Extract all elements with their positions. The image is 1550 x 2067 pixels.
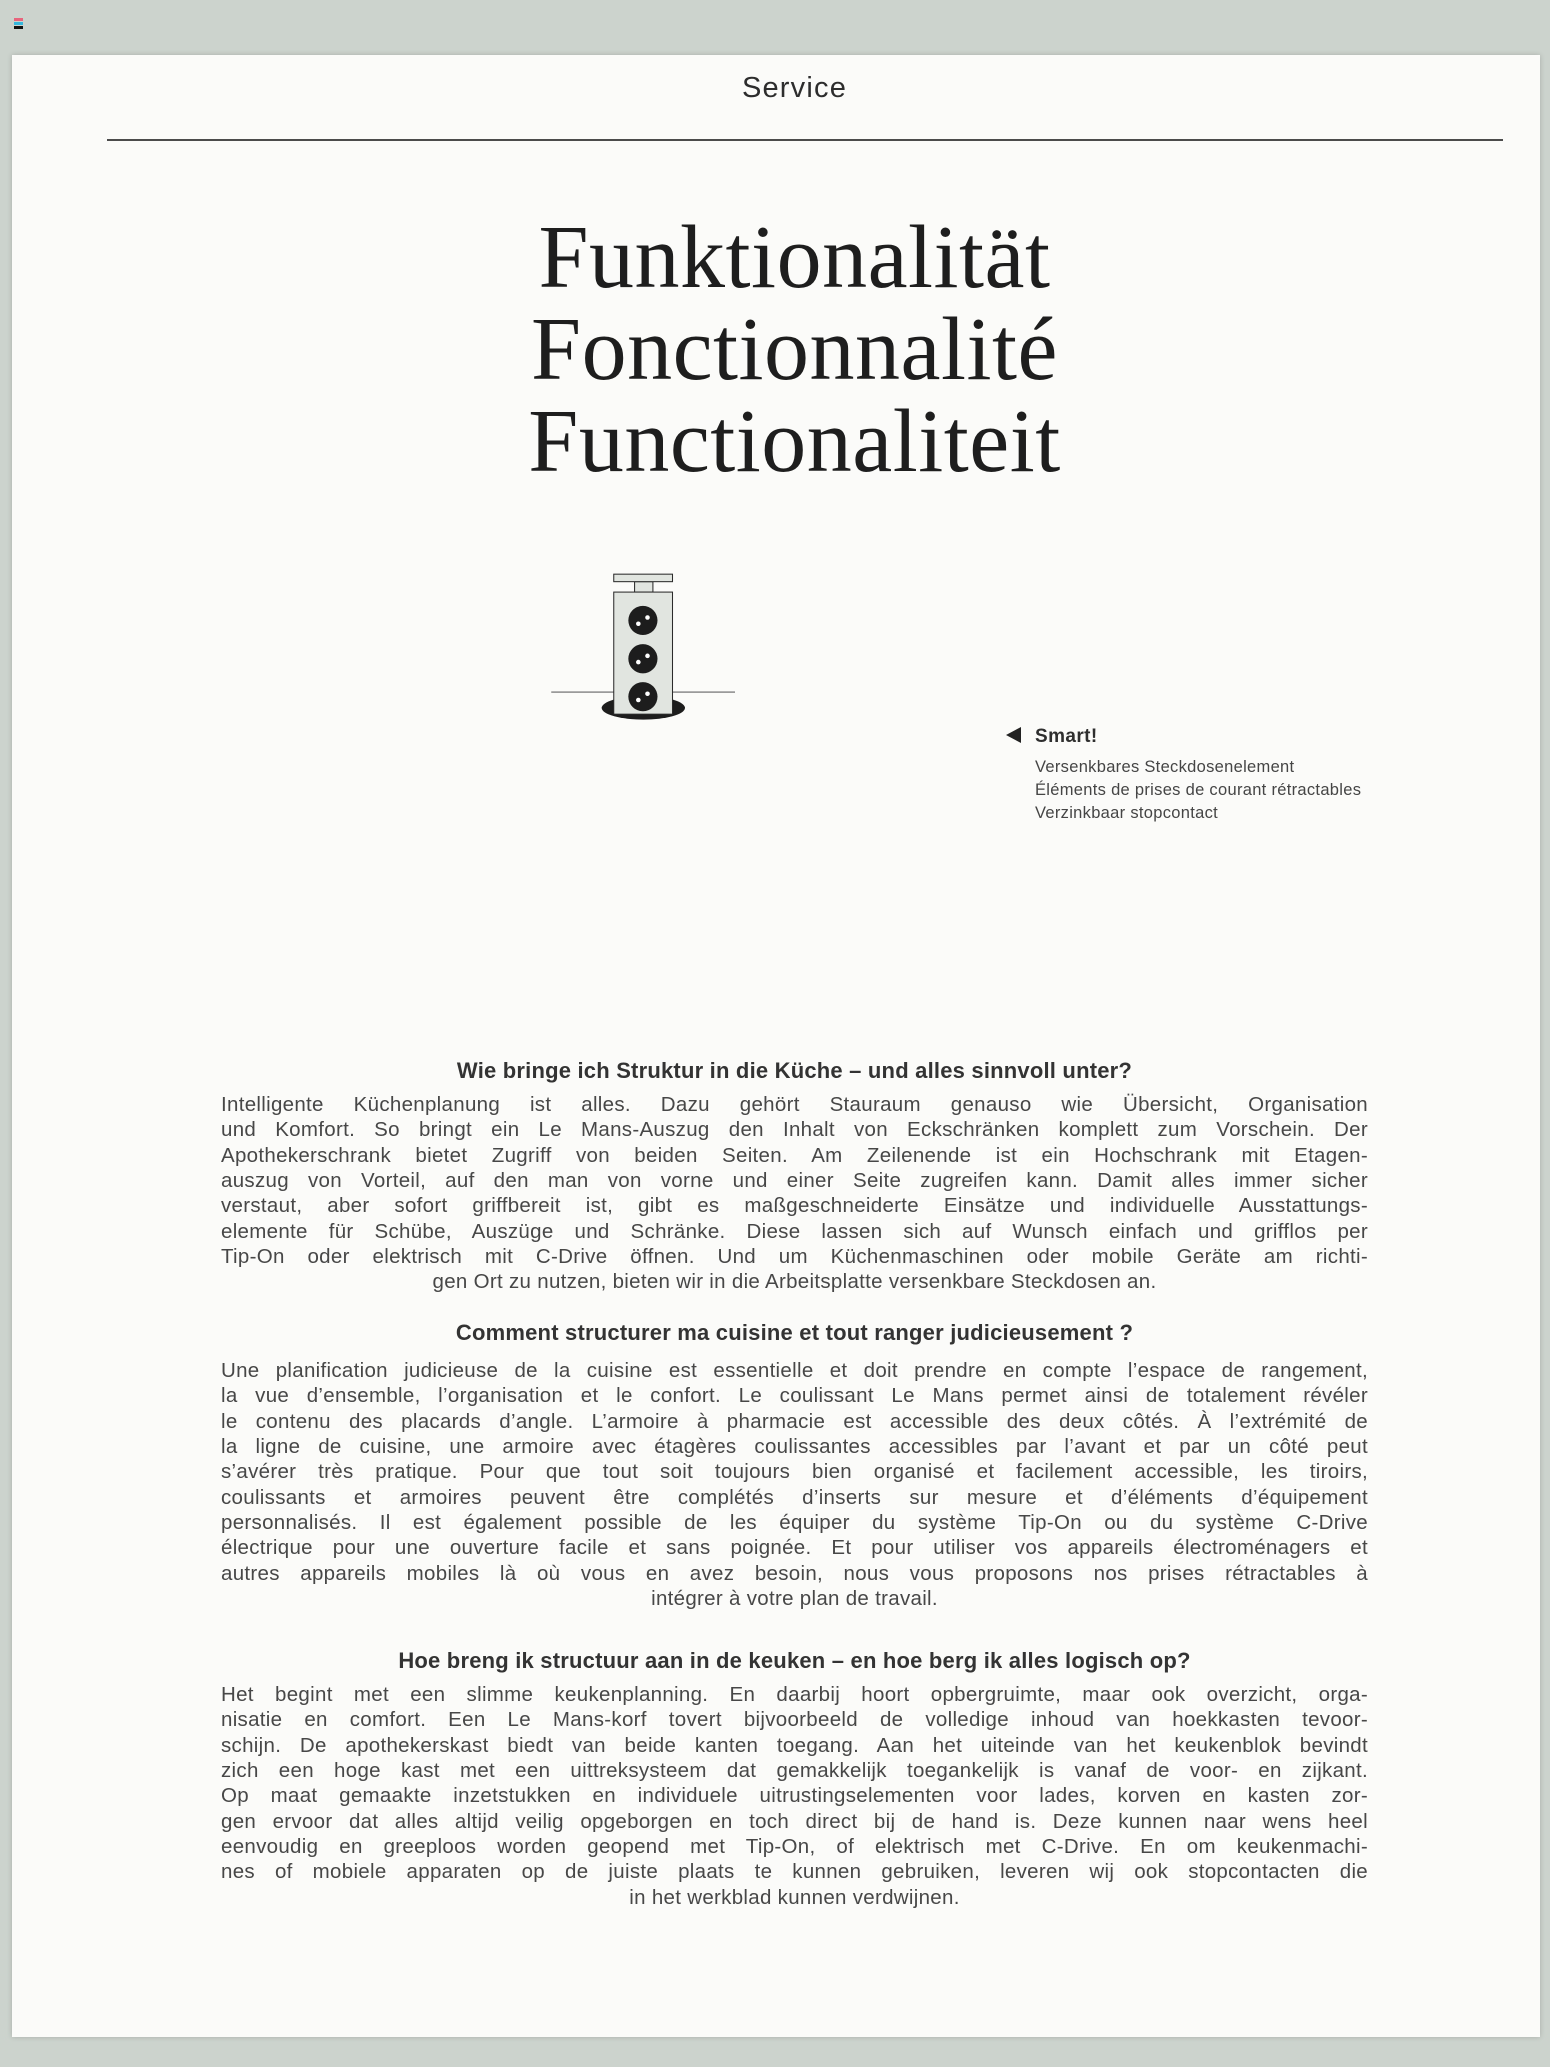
paragraph-line: Intelligente Küchenplanung ist alles. Dazu gehört Stauraum genauso wie Übersicht, Organisation	[221, 1093, 1368, 1116]
registration-bar-pink	[14, 18, 23, 21]
paragraph-line: autres appareils mobiles là où vous en avez besoin, nous vous proposons nos prises rétractables à	[221, 1561, 1368, 1585]
paragraph-line: Une planification judicieuse de la cuisine est essentielle et doit prendre en compte l’espace de rangement,	[221, 1359, 1368, 1382]
paragraph-line: und Komfort. So bringt ein Le Mans-Auszug den Inhalt von Eckschränken komplett zum Vorschein. Der	[221, 1118, 1368, 1142]
page-header-label: Service	[741, 72, 848, 104]
paragraph-line: verstaut, aber sofort griffbereit ist, gibt es maßgeschneiderte Einsätze und individuelle Ausstattungs-	[221, 1194, 1368, 1218]
paragraph-line: gen Ort zu nutzen, bieten wir in die Arbeitsplatte versenkbare Steckdosen an.	[432, 1270, 1157, 1294]
paragraph-line: Het begint met een slimme keukenplanning. En daarbij hoort opbergruimte, maar ook overzicht, orga-	[221, 1683, 1368, 1706]
section-heading-german: Wie bringe ich Struktur in die Küche – und alles sinnvoll unter?	[456, 1058, 1133, 1083]
caption-line-nl: Verzinkbaar stopcontact	[1035, 804, 1219, 822]
caption-line-de: Versenkbares Steckdosenelement	[1035, 758, 1295, 776]
paragraph-line: schijn. De apothekerskast biedt van beide kanten toegang. Aan het uiteinde van het keukenblok bevindt	[221, 1733, 1368, 1757]
paragraph-line: Tip-On oder elektrisch mit C-Drive öffnen. Und um Küchenmaschinen oder mobile Geräte am richti-	[221, 1244, 1368, 1268]
paragraph-line: intégrer à votre plan de travail.	[651, 1586, 938, 1610]
paragraph-line: elemente für Schübe, Auszüge und Schränke. Diese lassen sich auf Wunsch einfach und grifflos per	[221, 1219, 1368, 1243]
section-paragraph-dutch	[221, 1682, 1368, 1910]
retractable-socket-illustration	[540, 560, 1040, 960]
paragraph-line: coulissants et armoires peuvent être complétés d’inserts sur mesure et d’éléments d’équipement	[221, 1485, 1368, 1509]
registration-mark	[14, 18, 23, 30]
left-triangle-icon	[1006, 727, 1021, 743]
socket-outlet-middle	[628, 644, 657, 673]
socket-outlet-top	[628, 606, 657, 635]
section-paragraph-french	[221, 1358, 1368, 1611]
paragraph-line: personnalisés. Il est également possible de les équiper du système Tip-On ou du système C-Drive	[221, 1510, 1368, 1534]
section-heading-dutch: Hoe breng ik structuur aan in de keuken – en hoe berg ik alles logisch op?	[398, 1648, 1191, 1673]
paragraph-line: Apothekerschrank bietet Zugriff von beiden Seiten. Am Zeilenende ist ein Hochschrank mit Etagen-	[221, 1143, 1368, 1167]
paragraph-line: auszug von Vorteil, auf den man von vorne und einer Seite zugreifen kann. Damit alles immer sicher	[221, 1168, 1368, 1192]
paragraph-line: s’avérer très pratique. Pour que tout soit toujours bien organisé et facilement accessible, les tiroirs,	[221, 1460, 1368, 1484]
paragraph-line: Op maat gemaakte inzetstukken en individuele uitrustingselementen voor lades, korven en kasten zor-	[221, 1784, 1368, 1808]
paragraph-line: gen ervoor dat alles altijd veilig opgeborgen en toch direct bij de hand is. Deze kunnen naar wens heel	[221, 1809, 1368, 1833]
paragraph-line: zich een hoge kast met een uittreksysteem dat gemakkelijk toegankelijk is vanaf de voor- en zijkant.	[221, 1758, 1368, 1782]
page-title-line-de: Funktionalität	[538, 208, 1051, 307]
paragraph-line: eenvoudig en greeploos worden geopend met Tip-On, of elektrisch met C-Drive. En om keukenmachi-	[221, 1834, 1368, 1858]
socket-tower-cap	[614, 574, 673, 582]
registration-bar-black	[14, 26, 23, 29]
paragraph-line: électrique pour une ouverture facile et sans poignée. Et pour utiliser vos appareils électroménagers et	[221, 1536, 1368, 1560]
page-title-line-fr: Fonctionnalité	[531, 300, 1058, 399]
paragraph-line: nisatie en comfort. Een Le Mans-korf tovert bijvoorbeeld de volledige inhoud van hoekkasten tevoor-	[221, 1708, 1368, 1732]
section-heading-french: Comment structurer ma cuisine et tout ranger judicieusement ?	[455, 1320, 1134, 1345]
socket-outlet-bottom	[628, 682, 657, 711]
paragraph-line: le contenu des placards d’angle. L’armoire à pharmacie est accessible des deux côtés. À l’extrémité de	[221, 1409, 1368, 1433]
page-title	[221, 208, 1368, 491]
paragraph-line: in het werkblad kunnen verdwijnen.	[629, 1885, 960, 1909]
socket-tower-stem	[635, 582, 653, 592]
caption-text	[1035, 756, 1361, 825]
caption-title: Smart!	[1035, 726, 1098, 747]
registration-bar-cyan	[14, 22, 23, 25]
paragraph-line: la vue d’ensemble, l’organisation et le confort. Le coulissant Le Mans permet ainsi de totalement révéler	[221, 1384, 1368, 1408]
paragraph-line: nes of mobiele apparaten op de juiste plaats te kunnen gebruiken, leveren wij ook stopcontacten die	[221, 1860, 1368, 1884]
caption-line-fr: Éléments de prises de courant rétractables	[1035, 781, 1362, 799]
paragraph-line: la ligne de cuisine, une armoire avec étagères coulissantes accessibles par l’avant et par un côté peut	[221, 1434, 1368, 1458]
header-rule	[107, 139, 1503, 141]
page-title-line-nl: Functionaliteit	[528, 392, 1061, 491]
section-paragraph-german	[221, 1092, 1368, 1295]
